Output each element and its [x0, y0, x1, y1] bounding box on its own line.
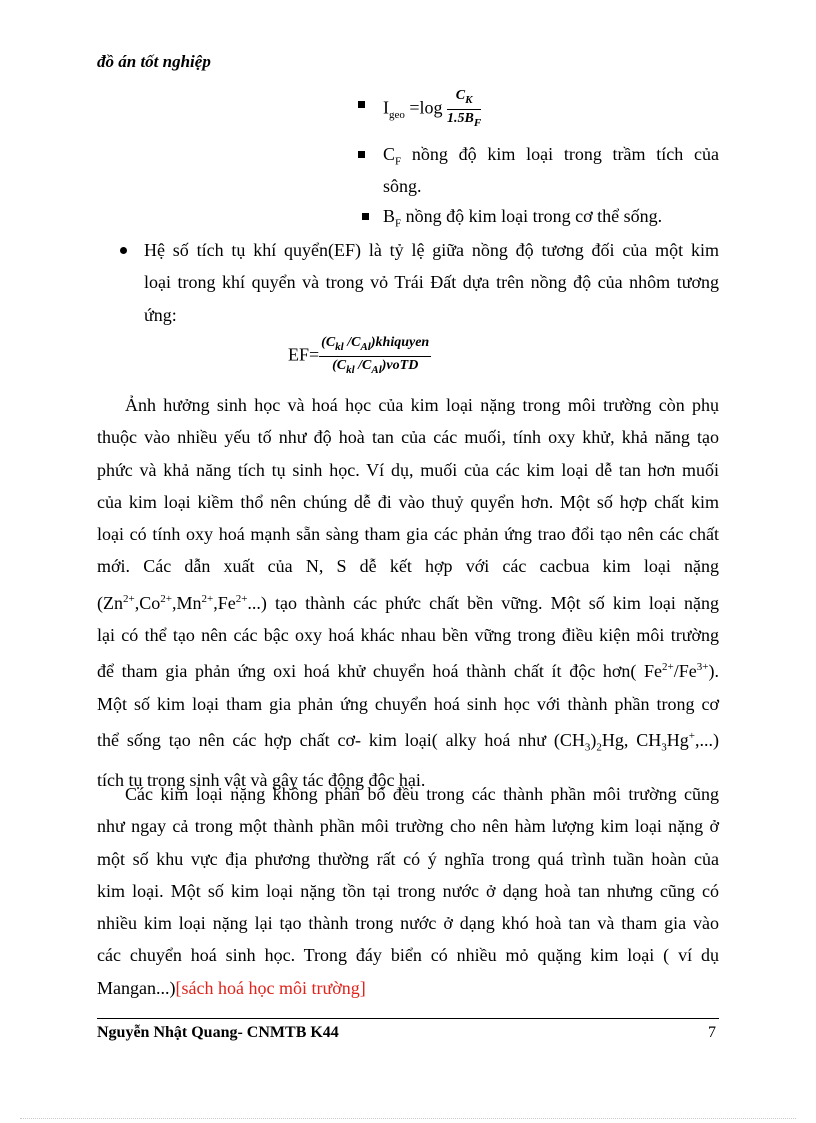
formula-ef: EF= $\frac{(C_{kl} /C_{Al})khiquyen}{(C_{kl} /C_{Al})voTD}$: [288, 335, 430, 376]
ef-line1: Hệ số tích tụ khí quyển(EF) là tỷ lệ giữa nồng độ tương đối của một kim: [144, 240, 719, 260]
footer-divider: [97, 1018, 719, 1019]
bullet-bf: $B_F$ nồng độ kim loại trong cơ thể sống.: [383, 206, 663, 230]
document-header: đồ án tốt nghiệp: [97, 52, 211, 71]
citation: [sách hoá học môi trường]: [175, 977, 366, 998]
paragraph-2: Các kim loại nặng không phân bố đều trong các thành phần môi trường cũng như ngay cả trong một thành phần môi trường cho nên hàm lượng kim loại nặng ở một số khu vực địa phương thường rất có ý nghĩa trong quá trình tuần hoàn của kim loại. Một số kim loại nặng tồn tại trong nước ở dạng hoà tan nhưng cũng có nhiều kim loại nặng lại tạo thành trong nước ở dạng khó hoà tan và tham gia vào các chuyển hoá sinh học. Trong đáy biển có nhiều mỏ quặng kim loại ( ví dụ Mangan...)[sách hoá học môi trường]: [97, 784, 719, 998]
page-number: 7: [708, 1024, 716, 1041]
bullet-cf-line1: $C_F$ nồng độ kim loại trong trầm tích của: [383, 144, 719, 168]
square-bullet-icon: [358, 101, 365, 108]
ef-line2: loại trong khí quyển và trong vỏ Trái Đất dựa trên nồng độ của nhôm tương: [144, 272, 719, 292]
square-bullet-icon: [358, 151, 365, 158]
formula-igeo: $I_{geo} =\log$ $\frac{C_K}{1.5B_F}$: [383, 88, 482, 129]
igeo-fraction: $\frac{C_K}{1.5B_F}$: [447, 88, 482, 129]
ef-line3: ứng:: [144, 305, 177, 325]
square-bullet-icon: [362, 213, 369, 220]
page-edge-divider: [20, 1118, 796, 1119]
footer-author: Nguyễn Nhật Quang- CNMTB K44: [97, 1024, 339, 1041]
paragraph-1: Ảnh hưởng sinh học và hoá học của kim loại nặng trong môi trường còn phụ thuộc vào nhiều yếu tố như độ hoà tan của các muối, tính oxy khử, khả năng tạo phức và khả năng tích tụ sinh học. Ví dụ, muối của các kim loại dễ tan hơn muối của kim loại kiềm thổ nên chúng dễ đi vào thuỷ quyển hơn. Một số hợp chất kim loại có tính oxy hoá mạnh sẵn sàng tham gia các phản ứng trao đổi tạo nên các chất mới. Các dẫn xuất của N, S dễ kết hợp với các cacbua kim loại nặng $(Zn^{2+},Co^{2+},Mn^{2+},Fe^{2+}...)$ tạo thành các phức chất bền vững. Một số kim loại nặng lại có thể tạo nên các bậc oxy hoá khác nhau bền vững trong điều kiện môi trường để tham gia phản ứng oxi hoá khử chuyển hoá thành chất ít độc hơn( $Fe^{2+}/Fe^{3+}$). Một số kim loại tham gia phản ứng chuyển hoá sinh học với thành phần trong cơ thể sống tạo nên các hợp chất cơ- kim loại( alky hoá như $(CH_3)_2Hg$, $CH_3Hg^+$,...) tích tụ trong sinh vật và gây tác động độc hại.: [97, 395, 719, 790]
ef-fraction: $\frac{(C_{kl} /C_{Al})khiquyen}{(C_{kl} /C_{Al})voTD}$: [321, 335, 430, 376]
round-bullet-icon: [120, 247, 127, 254]
bullet-cf-line2: sông.: [383, 176, 422, 196]
